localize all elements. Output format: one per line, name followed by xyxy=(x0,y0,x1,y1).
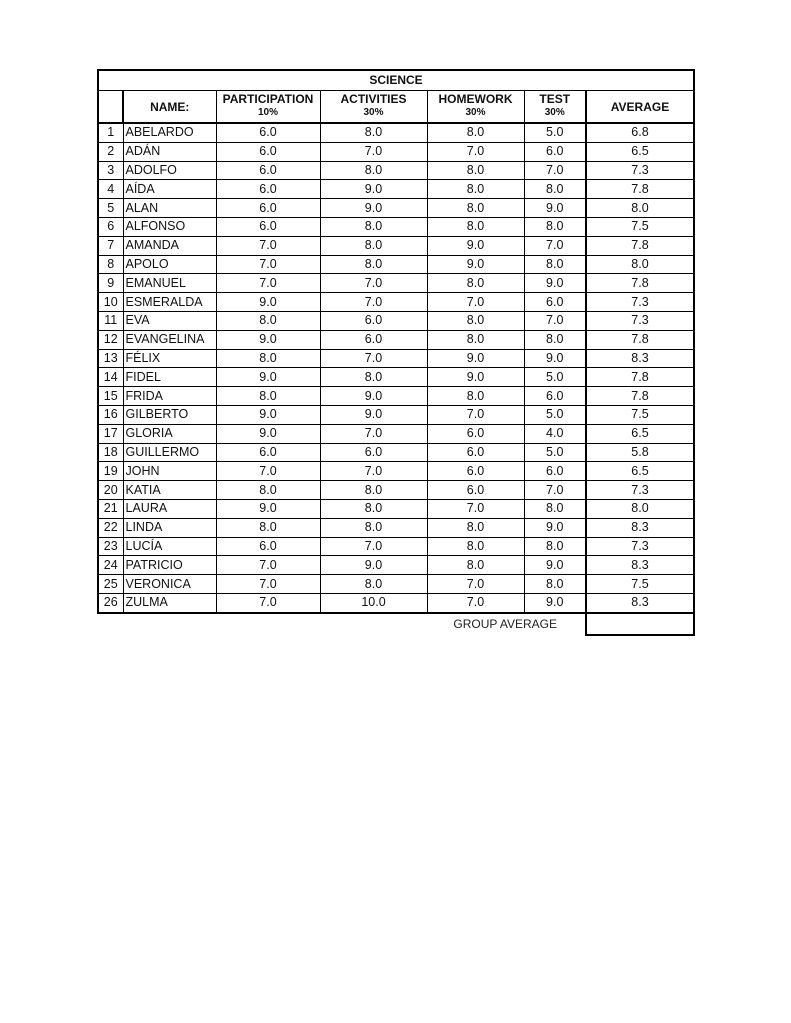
student-name-cell[interactable]: GILBERTO xyxy=(123,405,216,424)
table-row xyxy=(98,499,694,518)
activities-cell[interactable]: 7.0 xyxy=(320,274,427,293)
test-cell[interactable]: 9.0 xyxy=(524,518,586,537)
homework-cell[interactable]: 8.0 xyxy=(427,387,524,406)
student-name-cell[interactable]: PATRICIO xyxy=(123,556,216,575)
group-average-label: GROUP AVERAGE xyxy=(453,616,557,631)
homework-cell[interactable]: 8.0 xyxy=(427,537,524,556)
row-number-cell[interactable]: 4 xyxy=(98,180,123,199)
participation-cell[interactable]: 9.0 xyxy=(216,293,320,312)
student-name-cell[interactable]: ALFONSO xyxy=(123,217,216,236)
homework-cell[interactable]: 8.0 xyxy=(427,180,524,199)
test-header-label: TEST xyxy=(539,92,571,106)
student-name-cell[interactable]: ABELARDO xyxy=(123,123,216,142)
table-row xyxy=(98,236,694,255)
activities-cell[interactable]: 7.0 xyxy=(320,142,427,161)
student-name-cell[interactable]: JOHN xyxy=(123,462,216,481)
test-cell[interactable]: 8.0 xyxy=(524,180,586,199)
test-cell[interactable]: 4.0 xyxy=(524,424,586,443)
student-name-cell[interactable]: EVANGELINA xyxy=(123,330,216,349)
homework-cell[interactable]: 9.0 xyxy=(427,368,524,387)
test-cell[interactable]: 5.0 xyxy=(524,443,586,462)
participation-cell[interactable]: 7.0 xyxy=(216,274,320,293)
row-number-cell[interactable]: 23 xyxy=(98,537,123,556)
test-header xyxy=(524,91,586,124)
participation-header-label: PARTICIPATION xyxy=(222,92,314,106)
participation-cell[interactable]: 7.0 xyxy=(216,236,320,255)
table-row xyxy=(98,556,694,575)
activities-cell[interactable]: 6.0 xyxy=(320,311,427,330)
participation-cell[interactable]: 6.0 xyxy=(216,199,320,218)
row-number-cell[interactable]: 15 xyxy=(98,387,123,406)
student-name-cell[interactable]: GLORIA xyxy=(123,424,216,443)
sheet-title: SCIENCE xyxy=(98,70,694,91)
average-cell[interactable]: 8.0 xyxy=(586,255,694,274)
table-row xyxy=(98,161,694,180)
test-cell[interactable]: 8.0 xyxy=(524,255,586,274)
activities-cell[interactable]: 6.0 xyxy=(320,443,427,462)
homework-cell[interactable]: 8.0 xyxy=(427,123,524,142)
table-row xyxy=(98,593,694,612)
homework-cell[interactable]: 7.0 xyxy=(427,405,524,424)
table-row xyxy=(98,255,694,274)
activities-cell[interactable]: 7.0 xyxy=(320,293,427,312)
table-row xyxy=(98,123,694,142)
table-row xyxy=(98,274,694,293)
homework-cell[interactable]: 8.0 xyxy=(427,556,524,575)
average-cell[interactable]: 8.3 xyxy=(586,518,694,537)
row-number-cell[interactable]: 14 xyxy=(98,368,123,387)
average-header: AVERAGE xyxy=(586,91,694,124)
test-cell[interactable]: 7.0 xyxy=(524,161,586,180)
participation-cell[interactable]: 7.0 xyxy=(216,462,320,481)
test-cell[interactable]: 7.0 xyxy=(524,481,586,500)
participation-cell[interactable]: 6.0 xyxy=(216,443,320,462)
student-name-cell[interactable]: LUCÍA xyxy=(123,537,216,556)
row-number-cell[interactable]: 9 xyxy=(98,274,123,293)
row-number-cell[interactable]: 10 xyxy=(98,293,123,312)
activities-cell[interactable]: 8.0 xyxy=(320,255,427,274)
table-row xyxy=(98,387,694,406)
row-number-cell[interactable]: 24 xyxy=(98,556,123,575)
group-average-row xyxy=(98,613,694,635)
participation-cell[interactable]: 8.0 xyxy=(216,349,320,368)
student-name-cell[interactable]: FRIDA xyxy=(123,387,216,406)
homework-header-label: HOMEWORK xyxy=(438,92,513,106)
test-cell[interactable]: 8.0 xyxy=(524,217,586,236)
test-cell[interactable]: 9.0 xyxy=(524,274,586,293)
participation-cell[interactable]: 6.0 xyxy=(216,217,320,236)
row-number-cell[interactable]: 11 xyxy=(98,311,123,330)
average-cell[interactable]: 7.5 xyxy=(586,217,694,236)
row-number-cell[interactable]: 19 xyxy=(98,462,123,481)
average-cell[interactable]: 7.8 xyxy=(586,236,694,255)
participation-cell[interactable]: 9.0 xyxy=(216,405,320,424)
activities-cell[interactable]: 9.0 xyxy=(320,405,427,424)
test-cell[interactable]: 5.0 xyxy=(524,123,586,142)
homework-weight: 30% xyxy=(465,107,486,118)
student-name-cell[interactable]: AÍDA xyxy=(123,180,216,199)
average-cell[interactable]: 8.0 xyxy=(586,499,694,518)
student-name-cell[interactable]: ZULMA xyxy=(123,593,216,612)
average-cell[interactable]: 7.8 xyxy=(586,368,694,387)
average-cell[interactable]: 7.8 xyxy=(586,274,694,293)
table-row xyxy=(98,481,694,500)
average-cell[interactable]: 7.8 xyxy=(586,387,694,406)
row-number-cell[interactable]: 13 xyxy=(98,349,123,368)
average-cell[interactable]: 5.8 xyxy=(586,443,694,462)
student-name-cell[interactable]: LAURA xyxy=(123,499,216,518)
test-cell[interactable]: 8.0 xyxy=(524,330,586,349)
activities-cell[interactable]: 9.0 xyxy=(320,180,427,199)
row-number-cell[interactable]: 17 xyxy=(98,424,123,443)
average-cell[interactable]: 8.3 xyxy=(586,349,694,368)
student-name-cell[interactable]: EMANUEL xyxy=(123,274,216,293)
average-cell[interactable]: 8.3 xyxy=(586,593,694,612)
row-number-cell[interactable]: 18 xyxy=(98,443,123,462)
homework-cell[interactable]: 9.0 xyxy=(427,236,524,255)
student-name-cell[interactable]: ALAN xyxy=(123,199,216,218)
test-cell[interactable]: 8.0 xyxy=(524,499,586,518)
average-cell[interactable]: 7.3 xyxy=(586,161,694,180)
participation-cell[interactable]: 8.0 xyxy=(216,518,320,537)
student-name-cell[interactable]: FÉLIX xyxy=(123,349,216,368)
participation-cell[interactable]: 6.0 xyxy=(216,161,320,180)
row-number-cell[interactable]: 7 xyxy=(98,236,123,255)
table-row xyxy=(98,405,694,424)
student-name-cell[interactable]: EVA xyxy=(123,311,216,330)
row-number-cell[interactable]: 3 xyxy=(98,161,123,180)
test-cell[interactable]: 6.0 xyxy=(524,142,586,161)
test-cell[interactable]: 8.0 xyxy=(524,537,586,556)
table-row xyxy=(98,330,694,349)
student-name-cell[interactable]: AMANDA xyxy=(123,236,216,255)
homework-cell[interactable]: 8.0 xyxy=(427,161,524,180)
homework-cell[interactable]: 8.0 xyxy=(427,518,524,537)
average-cell[interactable]: 8.0 xyxy=(586,199,694,218)
row-number-cell[interactable]: 12 xyxy=(98,330,123,349)
table-row xyxy=(98,537,694,556)
activities-cell[interactable]: 7.0 xyxy=(320,462,427,481)
student-name-cell[interactable]: FIDEL xyxy=(123,368,216,387)
activities-cell[interactable]: 7.0 xyxy=(320,349,427,368)
test-cell[interactable]: 9.0 xyxy=(524,593,586,612)
student-name-cell[interactable]: ADÁN xyxy=(123,142,216,161)
average-cell[interactable]: 7.3 xyxy=(586,293,694,312)
table-row xyxy=(98,443,694,462)
test-weight: 30% xyxy=(544,107,565,118)
row-number-cell[interactable]: 25 xyxy=(98,575,123,594)
row-number-cell[interactable]: 8 xyxy=(98,255,123,274)
row-number-cell[interactable]: 2 xyxy=(98,142,123,161)
participation-cell[interactable]: 6.0 xyxy=(216,537,320,556)
row-number-cell[interactable]: 6 xyxy=(98,217,123,236)
homework-cell[interactable]: 6.0 xyxy=(427,424,524,443)
student-name-cell[interactable]: ADOLFO xyxy=(123,161,216,180)
activities-cell[interactable]: 7.0 xyxy=(320,537,427,556)
participation-cell[interactable]: 9.0 xyxy=(216,424,320,443)
participation-weight: 10% xyxy=(257,107,278,118)
table-row xyxy=(98,293,694,312)
row-number-cell[interactable]: 22 xyxy=(98,518,123,537)
table-row xyxy=(98,575,694,594)
activities-cell[interactable]: 8.0 xyxy=(320,518,427,537)
homework-cell[interactable]: 7.0 xyxy=(427,293,524,312)
average-cell[interactable]: 7.8 xyxy=(586,180,694,199)
activities-cell[interactable]: 8.0 xyxy=(320,217,427,236)
participation-cell[interactable]: 6.0 xyxy=(216,123,320,142)
activities-cell[interactable]: 8.0 xyxy=(320,123,427,142)
homework-cell[interactable]: 7.0 xyxy=(427,499,524,518)
homework-cell[interactable]: 9.0 xyxy=(427,255,524,274)
table-row xyxy=(98,518,694,537)
row-number-header xyxy=(98,91,123,124)
row-number-cell[interactable]: 1 xyxy=(98,123,123,142)
header-row xyxy=(98,91,694,124)
test-cell[interactable]: 9.0 xyxy=(524,349,586,368)
homework-cell[interactable]: 8.0 xyxy=(427,311,524,330)
homework-cell[interactable]: 6.0 xyxy=(427,462,524,481)
participation-cell[interactable]: 7.0 xyxy=(216,556,320,575)
participation-cell[interactable]: 6.0 xyxy=(216,142,320,161)
average-cell[interactable]: 7.8 xyxy=(586,330,694,349)
homework-cell[interactable]: 9.0 xyxy=(427,349,524,368)
participation-cell[interactable]: 7.0 xyxy=(216,255,320,274)
homework-cell[interactable]: 7.0 xyxy=(427,593,524,612)
table-row xyxy=(98,199,694,218)
student-name-cell[interactable]: ESMERALDA xyxy=(123,293,216,312)
row-number-cell[interactable]: 26 xyxy=(98,593,123,612)
average-cell[interactable]: 7.5 xyxy=(586,575,694,594)
activities-header xyxy=(320,91,427,124)
average-cell[interactable]: 8.3 xyxy=(586,556,694,575)
average-cell[interactable]: 6.5 xyxy=(586,142,694,161)
name-header: NAME: xyxy=(123,91,216,124)
grade-rows xyxy=(98,123,694,613)
table-row xyxy=(98,180,694,199)
student-name-cell[interactable]: APOLO xyxy=(123,255,216,274)
homework-cell[interactable]: 8.0 xyxy=(427,274,524,293)
test-cell[interactable]: 7.0 xyxy=(524,311,586,330)
participation-cell[interactable]: 8.0 xyxy=(216,387,320,406)
student-name-cell[interactable]: VERONICA xyxy=(123,575,216,594)
table-row xyxy=(98,349,694,368)
participation-cell[interactable]: 7.0 xyxy=(216,593,320,612)
activities-cell[interactable]: 8.0 xyxy=(320,368,427,387)
average-cell[interactable]: 7.3 xyxy=(586,311,694,330)
row-number-cell[interactable]: 21 xyxy=(98,499,123,518)
table-row xyxy=(98,424,694,443)
title-row xyxy=(98,70,694,91)
activities-cell[interactable]: 8.0 xyxy=(320,575,427,594)
row-number-cell[interactable]: 20 xyxy=(98,481,123,500)
participation-cell[interactable]: 9.0 xyxy=(216,330,320,349)
test-cell[interactable]: 9.0 xyxy=(524,556,586,575)
participation-cell[interactable]: 8.0 xyxy=(216,481,320,500)
activities-cell[interactable]: 9.0 xyxy=(320,199,427,218)
homework-cell[interactable]: 7.0 xyxy=(427,142,524,161)
science-grades-table xyxy=(97,69,695,636)
test-cell[interactable]: 5.0 xyxy=(524,405,586,424)
test-cell[interactable]: 6.0 xyxy=(524,387,586,406)
activities-cell[interactable]: 9.0 xyxy=(320,556,427,575)
table-row xyxy=(98,462,694,481)
activities-cell[interactable]: 8.0 xyxy=(320,236,427,255)
average-cell[interactable]: 7.5 xyxy=(586,405,694,424)
average-cell[interactable]: 7.3 xyxy=(586,537,694,556)
table-row xyxy=(98,368,694,387)
activities-cell[interactable]: 7.0 xyxy=(320,424,427,443)
homework-header xyxy=(427,91,524,124)
homework-cell[interactable]: 7.0 xyxy=(427,575,524,594)
average-cell[interactable]: 6.5 xyxy=(586,424,694,443)
row-number-cell[interactable]: 16 xyxy=(98,405,123,424)
group-average-cell[interactable] xyxy=(586,613,694,635)
participation-cell[interactable]: 8.0 xyxy=(216,311,320,330)
student-name-cell[interactable]: KATIA xyxy=(123,481,216,500)
table-row xyxy=(98,217,694,236)
test-cell[interactable]: 6.0 xyxy=(524,462,586,481)
test-cell[interactable]: 8.0 xyxy=(524,575,586,594)
homework-cell[interactable]: 8.0 xyxy=(427,199,524,218)
participation-header xyxy=(216,91,320,124)
test-cell[interactable]: 6.0 xyxy=(524,293,586,312)
homework-cell[interactable]: 6.0 xyxy=(427,481,524,500)
average-cell[interactable]: 7.3 xyxy=(586,481,694,500)
activities-cell[interactable]: 8.0 xyxy=(320,161,427,180)
homework-cell[interactable]: 8.0 xyxy=(427,217,524,236)
activities-cell[interactable]: 8.0 xyxy=(320,499,427,518)
average-cell[interactable]: 6.8 xyxy=(586,123,694,142)
participation-cell[interactable]: 7.0 xyxy=(216,575,320,594)
activities-cell[interactable]: 9.0 xyxy=(320,387,427,406)
homework-cell[interactable]: 6.0 xyxy=(427,443,524,462)
row-number-cell[interactable]: 5 xyxy=(98,199,123,218)
participation-cell[interactable]: 9.0 xyxy=(216,368,320,387)
test-cell[interactable]: 7.0 xyxy=(524,236,586,255)
average-cell[interactable]: 6.5 xyxy=(586,462,694,481)
table-row xyxy=(98,142,694,161)
activities-cell[interactable]: 6.0 xyxy=(320,330,427,349)
student-name-cell[interactable]: GUILLERMO xyxy=(123,443,216,462)
activities-cell[interactable]: 8.0 xyxy=(320,481,427,500)
activities-weight: 30% xyxy=(363,107,384,118)
table-row xyxy=(98,311,694,330)
test-cell[interactable]: 5.0 xyxy=(524,368,586,387)
student-name-cell[interactable]: LINDA xyxy=(123,518,216,537)
test-cell[interactable]: 9.0 xyxy=(524,199,586,218)
homework-cell[interactable]: 8.0 xyxy=(427,330,524,349)
activities-cell[interactable]: 10.0 xyxy=(320,593,427,612)
activities-header-label: ACTIVITIES xyxy=(340,92,407,106)
participation-cell[interactable]: 6.0 xyxy=(216,180,320,199)
participation-cell[interactable]: 9.0 xyxy=(216,499,320,518)
